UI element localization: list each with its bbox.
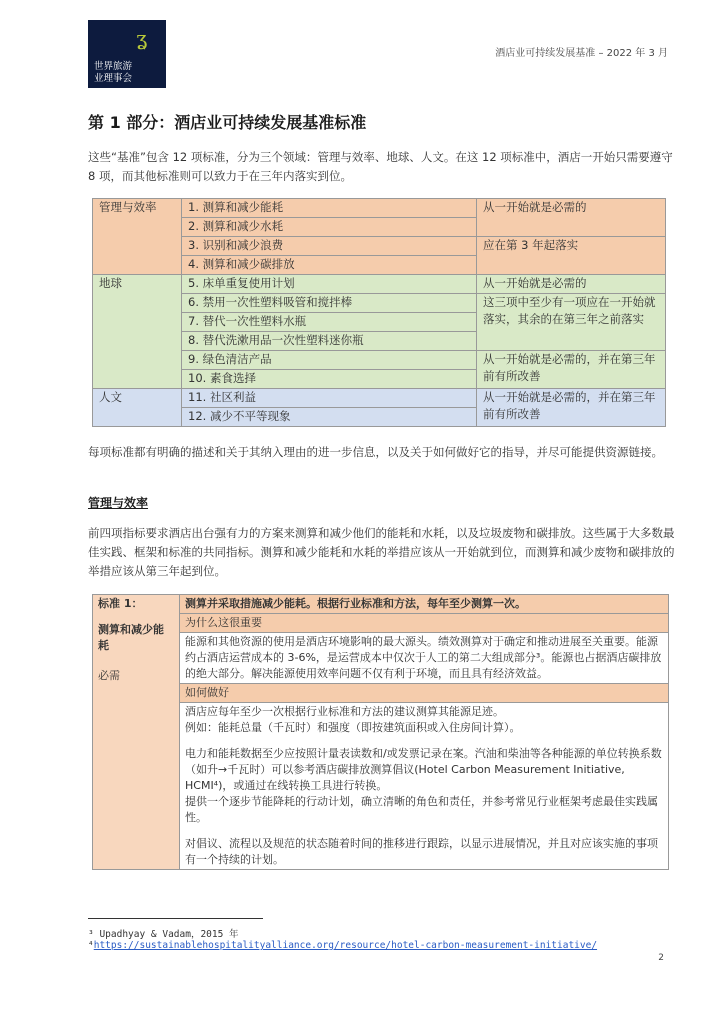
how-paragraph: 提供一个逐步节能降耗的行动计划，确立清晰的角色和责任，并参考常见行业框架考虑最佳实践属性。 <box>185 795 658 824</box>
card-standard-name: 测算和减少能耗 <box>98 623 164 652</box>
standard-item: 2. 测算和减少水耗 <box>182 218 477 237</box>
standard-item: 11. 社区利益 <box>182 389 477 408</box>
logo-line-1: 世界旅游 <box>94 61 133 72</box>
area-people: 人文 <box>93 389 182 427</box>
standard-item: 3. 识别和减少浪费 <box>182 237 477 256</box>
standards-table <box>92 198 666 427</box>
card-sidebar <box>93 595 180 870</box>
management-paragraph: 前四项指标要求酒店出台强有力的方案来测算和减少他们的能耗和水耗，以及垃圾废物和碳排放。这些属于大多数最佳实践、框架和标准的共同指标。测算和减少能耗和水耗的举措应该从一开始就到位，而测算和减少废物和碳排放的举措应该从第三年起到位。 <box>88 526 675 578</box>
timing-cell: 从一开始就是必需的 <box>477 199 666 237</box>
footnote-4-link[interactable]: https://sustainablehospitalityalliance.org/resource/hotel-carbon-measurement-initiative/ <box>93 940 598 951</box>
how-paragraph: 酒店应每年至少一次根据行业标准和方法的建议测算其能源足迹。 <box>185 705 504 718</box>
logo-swirl-icon: ʓ <box>136 26 148 50</box>
footnote-divider <box>88 918 263 919</box>
standard-item: 7. 替代一次性塑料水瓶 <box>182 313 477 332</box>
standard-item: 1. 测算和减少能耗 <box>182 199 477 218</box>
intro-paragraph: 这些“基准”包含 12 项标准，分为三个领域：管理与效率、地球、人文。在这 12 项标准中，酒店一开始只需要遵守 8 项，而其他标准则可以致力于在三年内落实到位。 <box>88 150 673 183</box>
how-paragraph: 电力和能耗数据至少应按照计量表读数和/或发票记录在案。汽油和柴油等各种能源的单位转换系数（如升→千瓦时）可以参考酒店碳排放测算倡议(Hotel Carbon Measurement Initiative, HCMI⁴)，或通过在线转换工具进行转换。 <box>185 747 662 792</box>
standard-item: 4. 测算和减少碳排放 <box>182 256 477 275</box>
standard-item: 5. 床单重复使用计划 <box>182 275 477 294</box>
card-headline: 测算并采取措施减少能耗。根据行业标准和方法，每年至少测算一次。 <box>180 595 669 614</box>
standard-item: 6. 禁用一次性塑料吸管和搅拌棒 <box>182 294 477 313</box>
section-heading: 管理与效率 <box>88 496 149 510</box>
part-title: 第 1 部分：酒店业可持续发展基准标准 <box>88 113 367 132</box>
standard-item: 8. 替代洗漱用品一次性塑料迷你瓶 <box>182 332 477 351</box>
standard-item: 9. 绿色清洁产品 <box>182 351 477 370</box>
how-paragraph: 对倡议、流程以及规范的状态随着时间的推移进行跟踪，以显示进展情况，并且对应该实施的事项有一个持续的计划。 <box>185 837 658 866</box>
card-required: 必需 <box>98 669 120 682</box>
footnote-4-mark: ⁴ <box>88 940 94 951</box>
area-planet: 地球 <box>93 275 182 389</box>
page-number: 2 <box>658 953 664 963</box>
standard-1-card <box>92 594 669 870</box>
after-table-paragraph: 每项标准都有明确的描述和关于其纳入理由的进一步信息，以及关于如何做好它的指导，并尽可能提供资源链接。 <box>88 445 663 459</box>
area-management: 管理与效率 <box>93 199 182 275</box>
timing-cell: 从一开始就是必需的，并在第三年前有所改善 <box>477 351 666 389</box>
timing-cell: 这三项中至少有一项应在一开始就落实，其余的在第三年之前落实 <box>477 294 666 351</box>
timing-cell: 从一开始就是必需的，并在第三年前有所改善 <box>477 389 666 427</box>
how-section <box>180 703 669 870</box>
logo-line-2: 业理事会 <box>94 73 133 84</box>
timing-cell: 应在第 3 年起落实 <box>477 237 666 275</box>
wttc-logo <box>88 20 166 88</box>
standard-item: 12. 减少不平等现象 <box>182 408 477 427</box>
footnote-3: ³ Upadhyay & Vadam，2015 年 <box>88 929 239 940</box>
footnote-4 <box>88 940 597 951</box>
card-label: 标准 1： <box>98 597 143 610</box>
standard-item: 10. 素食选择 <box>182 370 477 389</box>
why-title: 为什么这很重要 <box>180 614 669 633</box>
how-title: 如何做好 <box>180 684 669 703</box>
running-header: 酒店业可持续发展基准 – 2022 年 3 月 <box>495 48 668 59</box>
why-text: 能源和其他资源的使用是酒店环境影响的最大源头。绩效测算对于确定和推动进展至关重要。能源约占酒店运营成本的 3-6%，是运营成本中仅次于人工的第二大组成部分³。能源也占据酒店碳排放的绝大部分。解决能源使用效率问题不仅有利于环境，而且具有经济效益。 <box>180 633 669 684</box>
how-paragraph: 例如：能耗总量（千瓦时）和强度（即按建筑面积或入住房间计算）。 <box>185 721 521 734</box>
timing-cell: 从一开始就是必需的 <box>477 275 666 294</box>
